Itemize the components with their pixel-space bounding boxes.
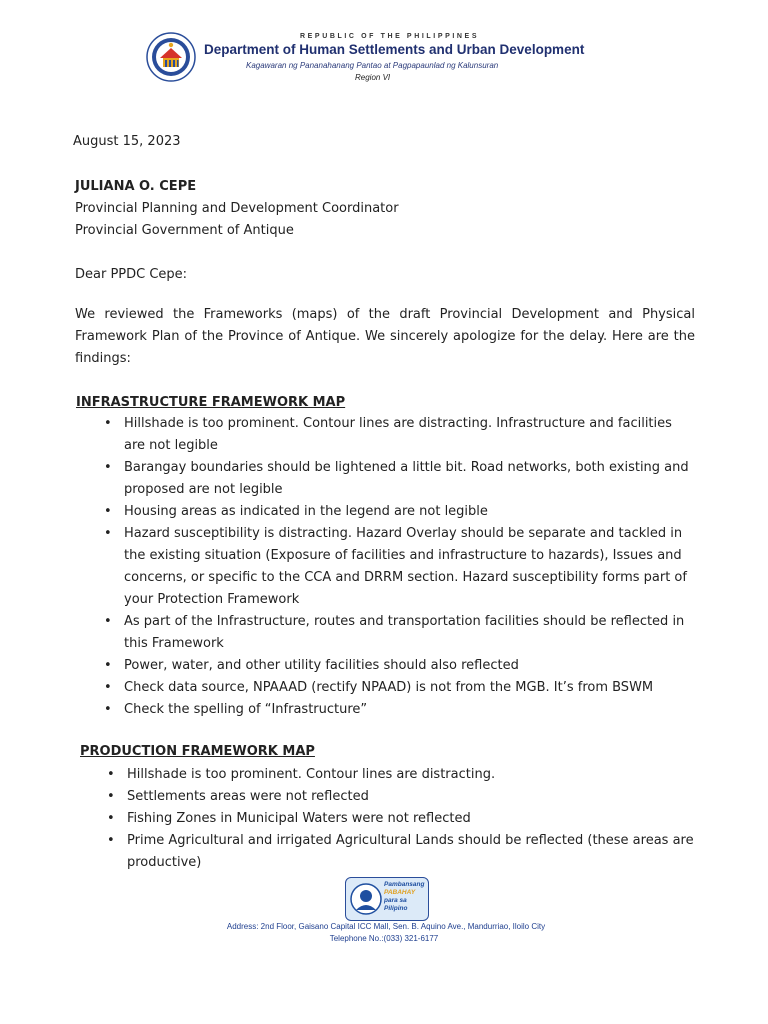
section-heading-production: PRODUCTION FRAMEWORK MAP — [80, 744, 315, 759]
intro-paragraph: We reviewed the Frameworks (maps) of the draft Provincial Development and Physical Framework Plan of the Province of Antique. We sincerely apologize for the delay. Here are the findings: — [75, 307, 695, 366]
list-item: • Housing areas as indicated in the legend are not legible — [100, 501, 696, 523]
portrait-icon — [350, 883, 382, 915]
addressee-title: Provincial Planning and Development Coordinator — [75, 201, 399, 216]
list-item: • Check the spelling of “Infrastructure” — [100, 699, 696, 721]
list-item: • Hillshade is too prominent. Contour lines are distracting. — [103, 764, 699, 786]
list-item: • Power, water, and other utility facilities should also reflected — [100, 655, 696, 677]
list-item: • Hazard susceptibility is distracting. Hazard Overlay should be separate and tackled in the existing situation (Exposure of facilities and infrastructure to hazards), Issues and concerns, or specific to the CCA and DRRM section. Hazard susceptibility forms part of your Protection Framework — [100, 523, 696, 611]
department-name: Department of Human Settlements and Urban Development — [204, 42, 585, 57]
addressee-name: JULIANA O. CEPE — [75, 179, 197, 194]
list-item: • As part of the Infrastructure, routes and transportation facilities should be reflected in this Framework — [100, 611, 696, 655]
logo-line: PABAHAY — [384, 889, 416, 896]
list-item: • Hillshade is too prominent. Contour lines are distracting. Infrastructure and facilities are not legible — [100, 413, 696, 457]
letter-date: August 15, 2023 — [73, 134, 181, 149]
list-item: • Fishing Zones in Municipal Waters were not reflected — [103, 808, 699, 830]
republic-line: REPUBLIC OF THE PHILIPPINES — [300, 33, 480, 40]
list-item: • Settlements areas were not reflected — [103, 786, 699, 808]
logo-line: Pambansang — [384, 881, 425, 888]
addressee-organization: Provincial Government of Antique — [75, 223, 294, 238]
section-heading-infrastructure: INFRASTRUCTURE FRAMEWORK MAP — [76, 395, 346, 410]
footer-address — [0, 922, 768, 931]
footer-telephone: Telephone No.:(033) 321-6177 — [329, 934, 439, 943]
dhsud-seal-icon — [146, 32, 196, 82]
salutation: Dear PPDC Cepe: — [75, 267, 188, 282]
letterhead — [146, 30, 616, 92]
department-tagalog-name: Kagawaran ng Pananahanang Pantao at Pagpapaunlad ng Kalunsuran — [246, 61, 499, 70]
region-label: Region VI — [355, 73, 391, 82]
footer-address-text: Address: 2nd Floor, Gaisano Capital ICC Mall, Sen. B. Aquino Ave., Mandurriao, Iloilo City — [226, 922, 546, 931]
logo-line: Pilipino — [384, 905, 408, 912]
logo-text — [384, 881, 424, 913]
list-item: • Barangay boundaries should be lightened a little bit. Road networks, both existing and proposed are not legible — [100, 457, 696, 501]
list-item: • Prime Agricultural and irrigated Agricultural Lands should be reflected (these areas are productive) — [103, 830, 699, 874]
list-item: • Check data source, NPAAAD (rectify NPAAD) is not from the MGB. It’s from BSWM — [100, 677, 696, 699]
pambansang-pabahay-logo-icon — [345, 877, 429, 921]
production-findings-list — [103, 764, 699, 874]
logo-line: para sa — [384, 897, 407, 904]
infrastructure-findings-list — [100, 413, 696, 721]
